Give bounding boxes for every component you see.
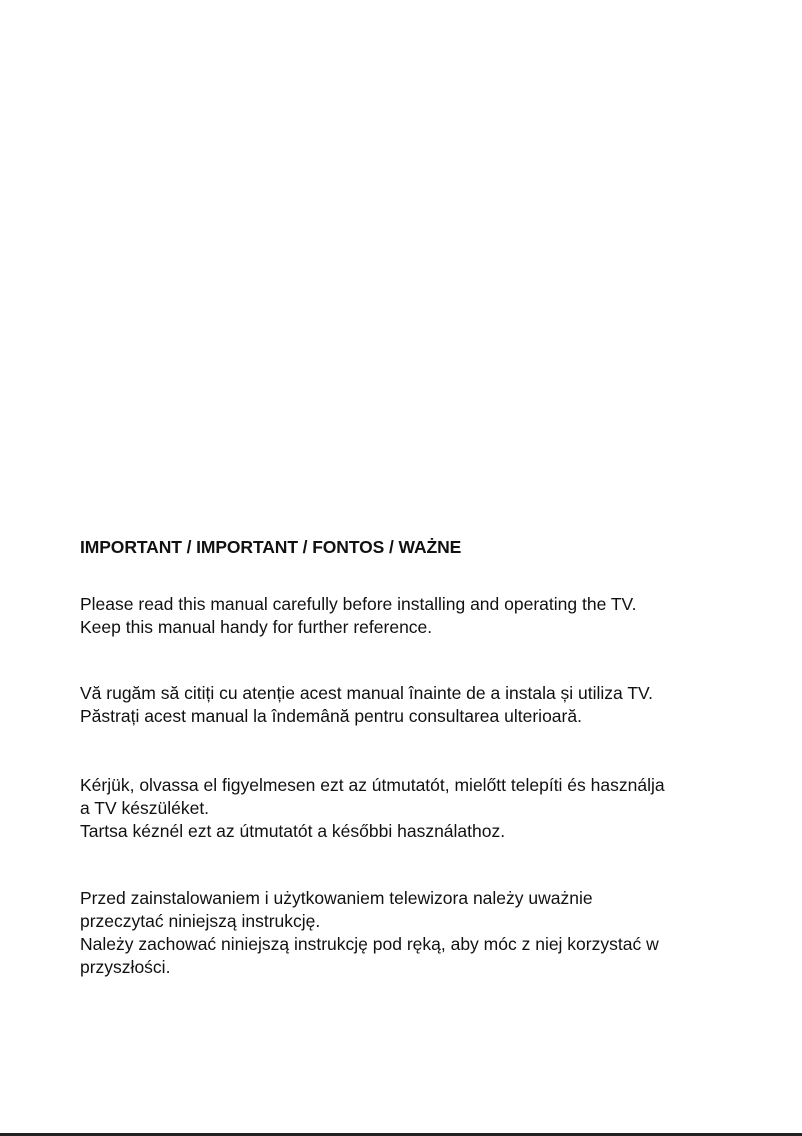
romanian-notice <box>80 682 760 728</box>
polish-line-3: Należy zachować niniejszą instrukcję pod ręką, aby móc z niej korzystać w <box>80 934 659 954</box>
english-notice <box>80 593 760 639</box>
romanian-line-2: Păstrați acest manual la îndemână pentru consultarea ulterioară. <box>80 706 582 726</box>
english-line-2: Keep this manual handy for further reference. <box>80 617 433 637</box>
romanian-line-1: Vă rugăm să citiți cu atenție acest manual înainte de a instala și utiliza TV. <box>80 683 653 703</box>
polish-line-2: przeczytać niniejszą instrukcję. <box>80 911 321 931</box>
polish-line-4: przyszłości. <box>80 957 171 977</box>
hungarian-line-1: Kérjük, olvassa el figyelmesen ezt az útmutatót, mielőtt telepíti és használja <box>80 775 665 795</box>
polish-notice <box>80 887 760 979</box>
page-heading: IMPORTANT / IMPORTANT / FONTOS / WAŻNE <box>80 537 462 557</box>
hungarian-notice <box>80 774 760 843</box>
hungarian-line-2: a TV készüléket. <box>80 798 210 818</box>
english-line-1: Please read this manual carefully before installing and operating the TV. <box>80 594 637 614</box>
hungarian-line-3: Tartsa kéznél ezt az útmutatót a későbbi használathoz. <box>80 821 506 841</box>
polish-line-1: Przed zainstalowaniem i użytkowaniem telewizora należy uważnie <box>80 888 593 908</box>
